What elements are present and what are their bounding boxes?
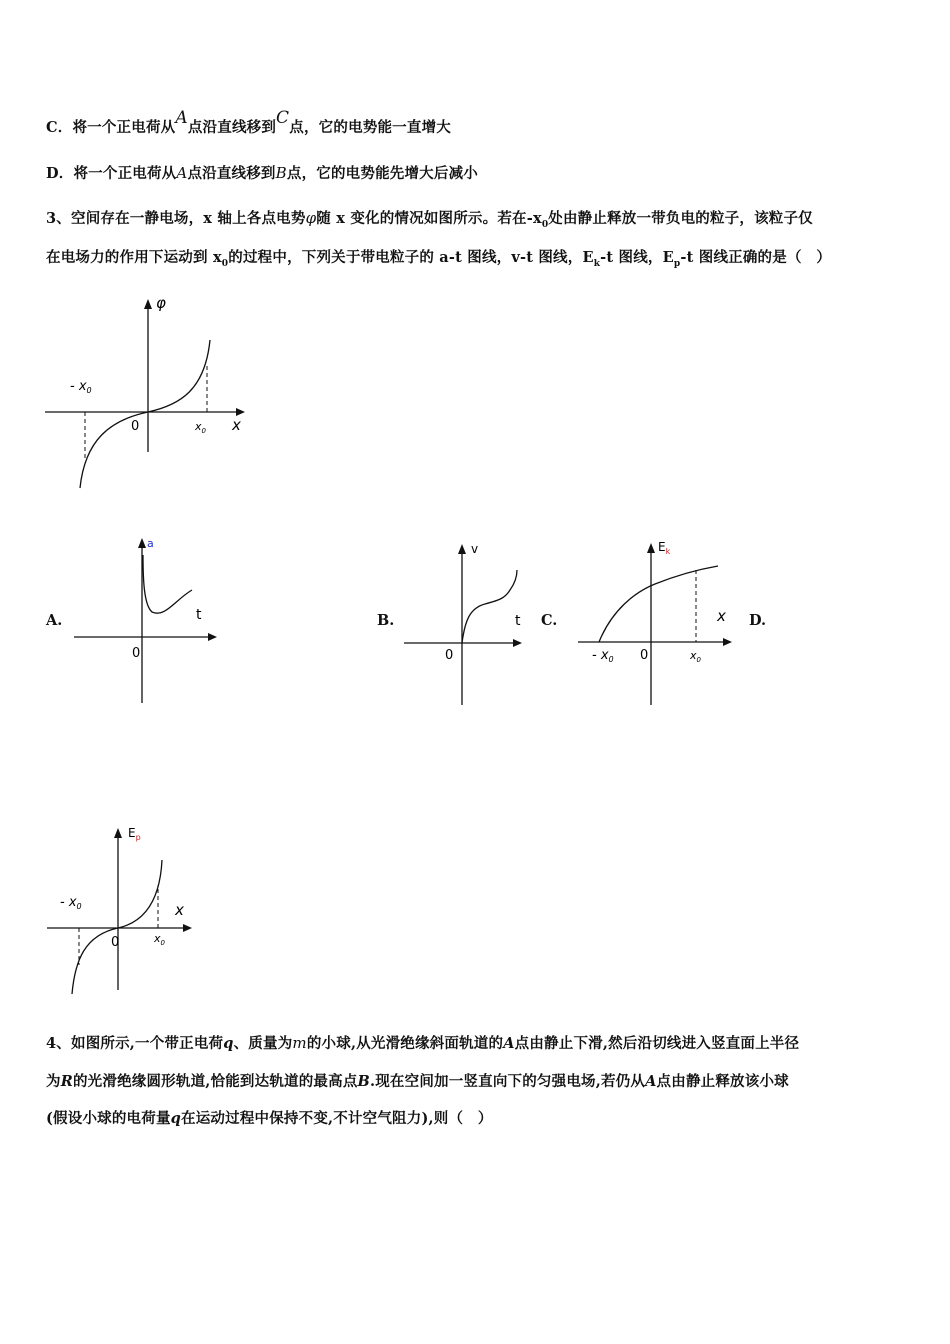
- q4-text-3b: 在运动过程中保持不变,不计空气阻力),则（ ）: [181, 1110, 493, 1127]
- origin-label: 0: [445, 648, 454, 663]
- q3-text-2d: -t 图线正确的是（ ）: [680, 249, 832, 266]
- q4-text-2b: 的光滑绝缘圆形轨道,恰能到达轨道的最高点: [72, 1073, 358, 1090]
- x0-label: $x_0$: [690, 649, 701, 664]
- option-c-text-3: 点，它的电势能一直增大: [289, 119, 451, 136]
- option-b-graph: [404, 542, 522, 705]
- option-d-label: D．: [46, 165, 74, 182]
- option-d-text-3: 点，它的电势能先增大后减小: [286, 165, 478, 182]
- neg-x0-label: - $x_0$: [592, 648, 614, 664]
- option-d-graph: [47, 826, 192, 994]
- q4-text-3a: (假设小球的电荷量: [46, 1110, 171, 1127]
- q3-text-2c: -t 图线，E: [600, 249, 674, 266]
- a-axis-label: a: [147, 537, 154, 550]
- q4-text-1b: 、质量为: [233, 1035, 293, 1052]
- v-t-curve: [462, 570, 517, 643]
- x0-label: $x_0$: [154, 932, 165, 947]
- origin-label: 0: [131, 419, 140, 434]
- ek-axis-label: $E_k$: [658, 540, 671, 556]
- radius-r-symbol: R: [60, 1073, 73, 1090]
- q4-text-1c: 的小球,从光滑绝缘斜面轨道的: [306, 1035, 504, 1052]
- q3-text-2b: 的过程中，下列关于带电粒子的 a-t 图线，v-t 图线，E: [228, 249, 594, 266]
- point-a-symbol: A: [503, 1035, 515, 1052]
- y-axis-arrow: [144, 299, 152, 309]
- subscript-0: 0: [541, 219, 549, 230]
- x-axis-arrow: [236, 408, 245, 416]
- origin-label: 0: [111, 935, 120, 950]
- point-b-symbol: B: [357, 1073, 370, 1090]
- x-axis-label: x: [175, 901, 184, 919]
- neg-x0-label: - $x_0$: [70, 379, 92, 395]
- option-c-text-2: 点沿直线移到: [187, 119, 277, 136]
- q4-text-1d: 点由静止下滑,然后沿切线进入竖直面上半径: [514, 1035, 800, 1052]
- question-4-line-3: [46, 1107, 493, 1128]
- x-axis-label: x: [232, 416, 241, 434]
- q3-text-1a: 3、空间存在一静电场，x 轴上各点电势: [46, 210, 306, 227]
- mass-m-symbol: m: [292, 1034, 307, 1052]
- origin-label: 0: [640, 648, 649, 663]
- subscript-0: 0: [221, 258, 229, 269]
- option-a-label: A.: [46, 612, 63, 629]
- ep-curve: [72, 860, 162, 994]
- q3-text-1b: 随 x 变化的情况如图所示。若在-x: [316, 210, 542, 227]
- option-d-label: D.: [749, 612, 767, 629]
- option-c-label: C.: [541, 612, 558, 629]
- neg-x0-label: - $x_0$: [60, 895, 82, 911]
- point-a-symbol: A: [176, 164, 188, 182]
- phi-symbol: φ: [305, 209, 317, 227]
- q4-text-2c: .现在空间加一竖直向下的匀强电场,若仍从: [369, 1073, 646, 1090]
- q3-text-2a: 在电场力的作用下运动到 x: [46, 249, 222, 266]
- subscript-p: p: [673, 258, 681, 269]
- option-d-text-2: 点沿直线移到: [187, 165, 276, 182]
- subscript-k: k: [593, 258, 601, 269]
- phi-axis-label: φ: [156, 294, 166, 312]
- origin-label: 0: [132, 646, 141, 661]
- t-axis-label: t: [515, 613, 521, 629]
- option-d-text-1: 将一个正电荷从: [73, 165, 177, 182]
- q4-text-2a: 为: [46, 1073, 61, 1090]
- question-4-line-2: [46, 1070, 789, 1091]
- option-c-text-1: 将一个正电荷从: [72, 119, 176, 136]
- charge-q-symbol: q: [223, 1035, 234, 1052]
- phi-curve: [80, 340, 210, 488]
- q3-text-1c: 处由静止释放一带负电的粒子，该粒子仅: [548, 210, 813, 227]
- option-b-label: B.: [377, 612, 395, 629]
- charge-q-symbol: q: [170, 1110, 182, 1127]
- option-c-label: C．: [46, 119, 73, 136]
- question-4-line-1: [46, 1032, 799, 1053]
- t-axis-label: t: [196, 607, 202, 623]
- x-axis-label: x: [717, 607, 726, 625]
- option-a-graph: [74, 537, 217, 703]
- phi-x-graph-content: [45, 294, 245, 488]
- option-c-graph: [578, 540, 732, 705]
- point-c-symbol: C: [276, 108, 290, 128]
- q4-text-1a: 4、如图所示,一个带正电荷: [46, 1035, 224, 1052]
- point-b-symbol: B: [275, 164, 287, 182]
- v-axis-label: v: [471, 542, 479, 556]
- point-a-symbol: A: [175, 108, 188, 128]
- ek-curve: [599, 566, 718, 642]
- ep-axis-label: $E_p$: [128, 826, 141, 842]
- q4-text-2d: 点由静止释放该小球: [656, 1073, 789, 1090]
- a-t-curve: [143, 555, 192, 613]
- x0-label: $x_0$: [195, 420, 206, 435]
- point-a-symbol: A: [645, 1073, 657, 1090]
